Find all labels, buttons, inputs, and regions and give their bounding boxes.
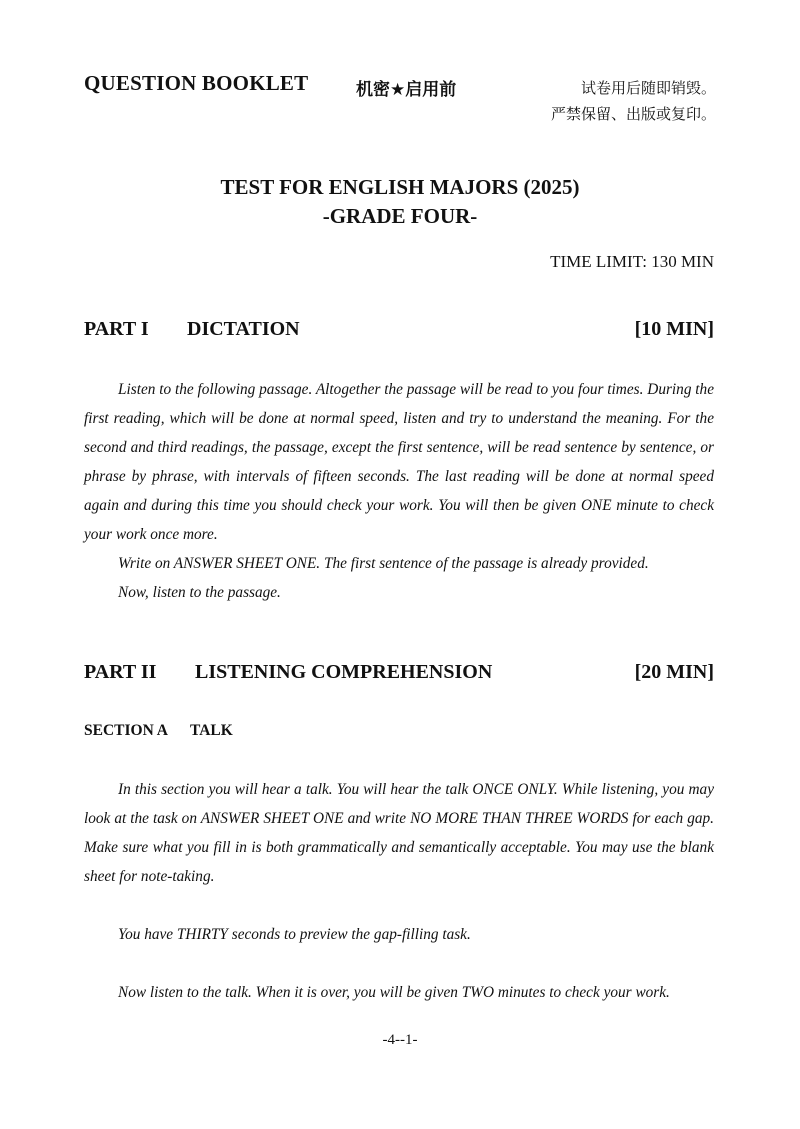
time-limit: TIME LIMIT: 130 MIN bbox=[550, 252, 714, 271]
part1-instructions bbox=[84, 375, 714, 607]
part2-title: LISTENING COMPREHENSION bbox=[195, 661, 493, 683]
section-a-para2-text: You have THIRTY seconds to preview the gap-filling task. bbox=[118, 926, 471, 943]
part1-number: PART I bbox=[84, 318, 149, 340]
part1-title: DICTATION bbox=[187, 318, 300, 340]
booklet-label: QUESTION BOOKLET bbox=[84, 71, 309, 95]
section-a-heading bbox=[84, 722, 233, 740]
title-line-1: TEST FOR ENGLISH MAJORS (2025) bbox=[220, 175, 580, 199]
part1-heading bbox=[84, 318, 714, 341]
title-line-2: -GRADE FOUR- bbox=[322, 204, 478, 228]
part1-para3: Now, listen to the passage. bbox=[118, 584, 281, 601]
test-title bbox=[0, 173, 800, 231]
section-a-label: SECTION A bbox=[84, 722, 168, 739]
notice-line-1: 试卷用后随即销毁。 bbox=[580, 79, 716, 97]
section-a-para1-text: In this section you will hear a talk. You will hear the talk ONCE ONLY. While listening, you may look at the task on ANSWER SHEET ONE and write NO MORE THAN THREE WORDS for each gap. Make sure what you fill in is both grammatically and semantically acceptable. You may use the blank sheet for note-taking. bbox=[84, 781, 714, 885]
part2-number: PART II bbox=[84, 661, 157, 683]
part2-heading bbox=[84, 661, 714, 684]
section-a-para1 bbox=[84, 775, 714, 891]
confidential-mark: 机密★启用前 bbox=[356, 80, 457, 100]
section-a-para3-text: Now listen to the talk. When it is over, you will be given TWO minutes to check your work. bbox=[118, 984, 670, 1001]
notice-line-2: 严禁保留、出版或复印。 bbox=[550, 105, 716, 123]
section-a-para3 bbox=[84, 978, 714, 1007]
part1-para2: Write on ANSWER SHEET ONE. The first sentence of the passage is already provided. bbox=[118, 555, 649, 572]
page-number: -4--1- bbox=[382, 1032, 418, 1048]
part2-time: [20 MIN] bbox=[634, 661, 714, 683]
part1-para1: Listen to the following passage. Altogether the passage will be read to you four times. During the first reading, which will be done at normal speed, listen and try to understand the meaning. For the second and third readings, the passage, except the first sentence, will be read sentence by sentence, or phrase by phrase, with intervals of fifteen seconds. The last reading will be done at normal speed again and during this time you should check your work. You will then be given ONE minute to check your work once more. bbox=[84, 381, 714, 543]
part1-time: [10 MIN] bbox=[634, 318, 714, 340]
section-a-title: TALK bbox=[190, 722, 233, 739]
section-a-para2 bbox=[84, 920, 714, 949]
security-notice bbox=[551, 75, 716, 127]
